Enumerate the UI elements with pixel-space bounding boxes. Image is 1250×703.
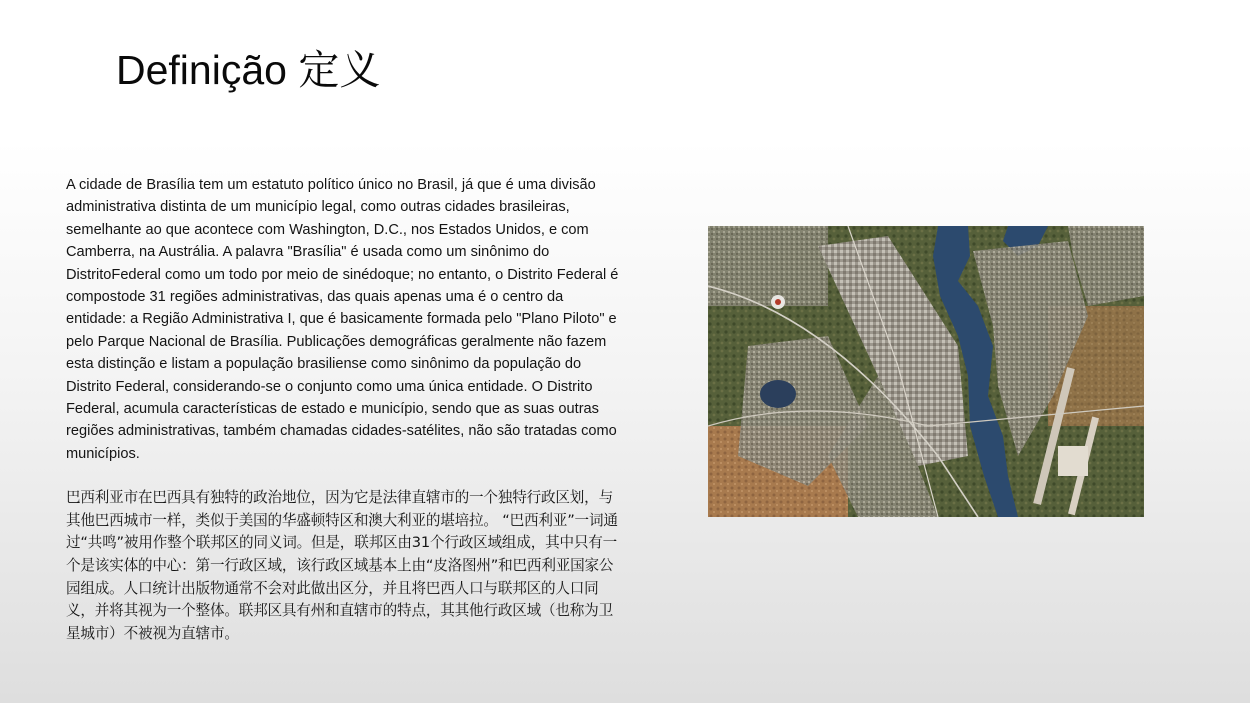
slide-title: Definição 定义 xyxy=(116,47,381,93)
body-text xyxy=(66,174,626,645)
paragraph-portuguese: A cidade de Brasília tem um estatuto político único no Brasil, já que é uma divisão administrativa distinta de um município legal, como outras cidades brasileiras, semelhante ao que acontece com Washington, D.C., nos Estados Unidos, e com Camberra, na Austrália. A palavra "Brasília" é usada como um sinônimo do DistritoFederal como um todo por meio de sinédoque; no entanto, o Distrito Federal é compostode 31 regiões administrativas, das quais apenas uma é o centro da entidade: a Região Administrativa I, que é basicamente formada pelo "Plano Piloto" e pelo Parque Nacional de Brasília. Publicações demográficas geralmente não fazem esta distinção e listam a população brasiliense como sinônimo da população do Distrito Federal, considerando-se o conjunto como uma única entidade. O Distrito Federal, acumula características de estado e município, sendo que as suas outras regiões administrativas, também chamadas cidades-satélites, não são tratadas como municípios. xyxy=(66,177,619,462)
aerial-photo-brasilia xyxy=(708,226,1144,517)
paragraph-chinese: 巴西利亚市在巴西具有独特的政治地位，因为它是法律直辖市的一个独特行政区划，与其他巴西城市一样，类似于美国的华盛顿特区和澳大利亚的堪培拉。 “巴西利亚”一词通过“共鸣”被用作整个联邦区的同义词。但是，联邦区由31个行政区域组成，其中只有一个是该实体的中心：第一行政区域，该行政区域基本上由“皮洛图州”和巴西利亚国家公园组成。人口统计出版物通常不会对此做出区分，并且将巴西人口与联邦区的人口同义，并将其视为一个整体。联邦区具有州和直辖市的特点，其其他行政区域（也称为卫星城市）不被视为直辖市。 xyxy=(66,489,618,642)
aerial-photo-drawing xyxy=(708,226,1144,517)
